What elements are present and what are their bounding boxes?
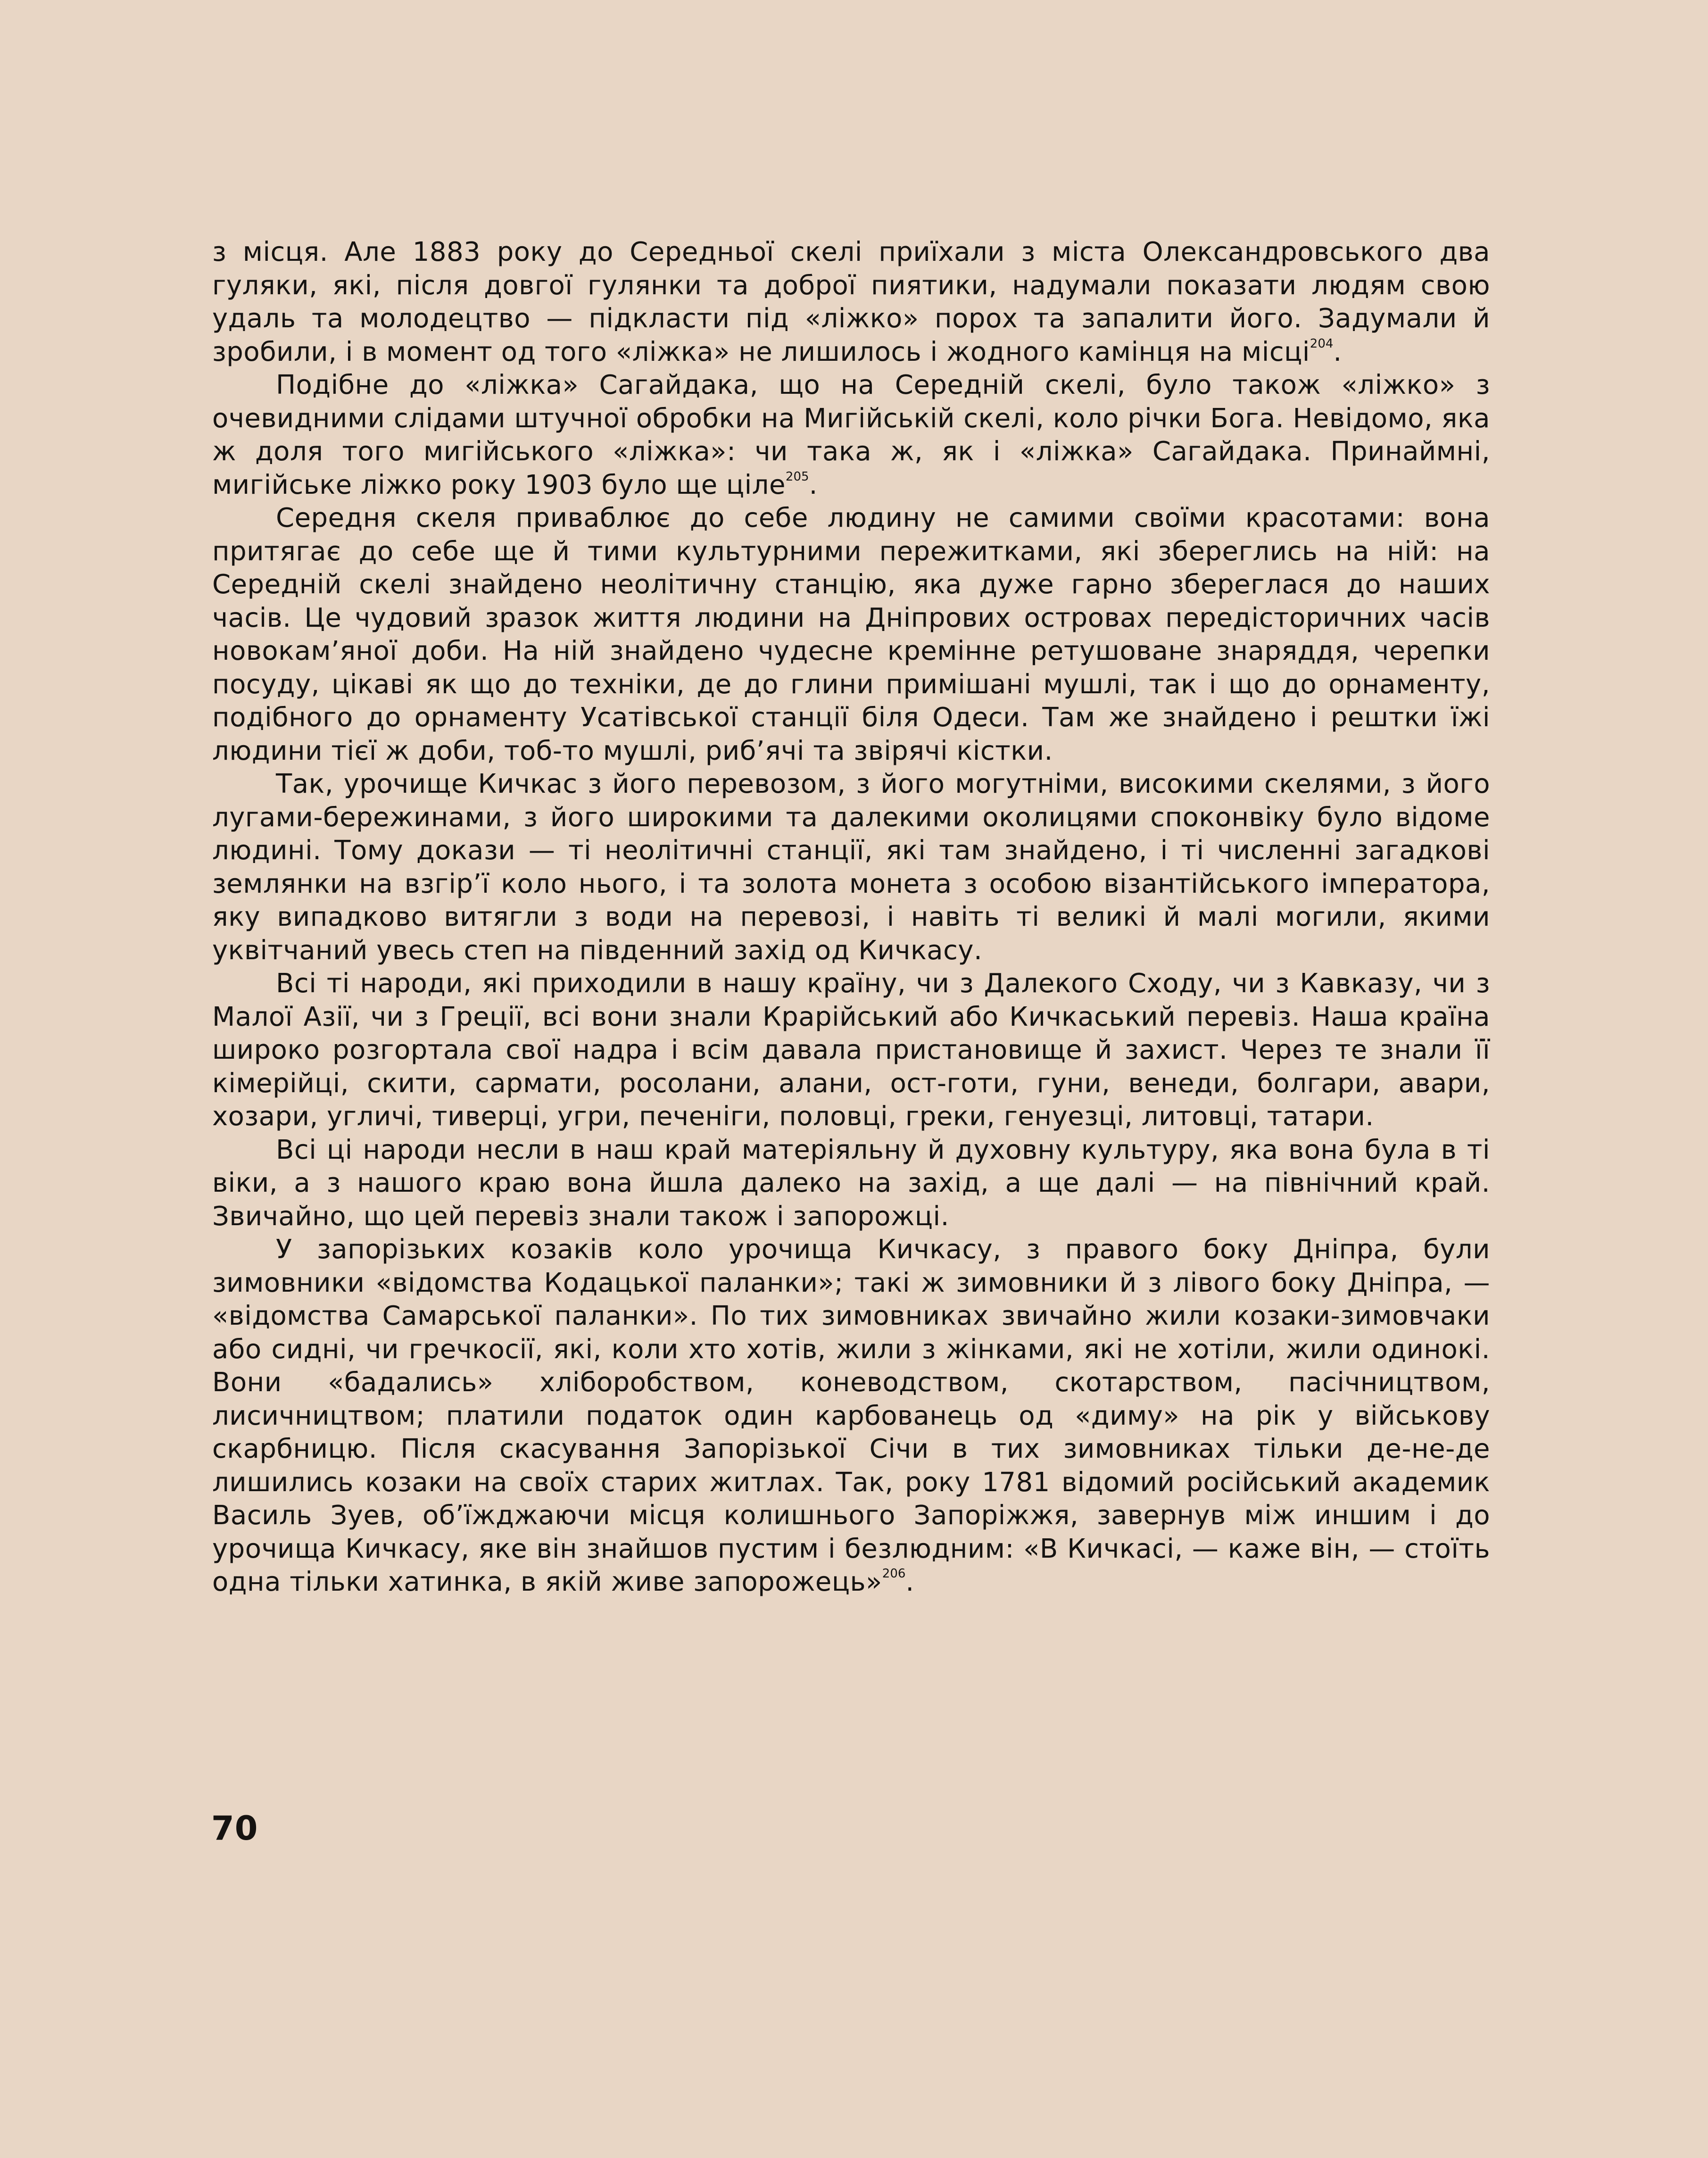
footnote-ref-206: 206	[882, 1567, 906, 1581]
paragraph-2: Подібне до «ліжка» Сагайдака, що на Середній скелі, було також «ліжко» з очевидними слідами штучної обробки на Мигійській скелі, коло річки Бога. Невідомо, яка ж доля того мигійського «ліжка»: чи така ж, як і «ліжка» Сагайдака. Принаймні, мигійське ліжко року 1903 було ще ціле$^{205}$.	[212, 370, 1490, 500]
paragraph-3: Середня скеля приваблює до себе людину не самими своїми красотами: вона притягає до себе ще й тими культурними пережитками, які збереглись на ній: на Середній скелі знайдено неолітичну станцію, яка дуже гарно збереглася до наших часів. Це чудовий зразок життя людини на Дніпрових островах передісторичних часів новокам’яної доби. На ній знайдено чудесне кремінне ретушоване знаряддя, черепки посуду, цікаві як що до техніки, де до глини примішані мушлі, так і що до орнаменту, подібного до орнаменту Усатівської станції біля Одеси. Там же знайдено і рештки їжі людини тієї ж доби, тоб-то мушлі, риб’ячі та звірячі кістки.	[212, 503, 1490, 766]
page-body	[212, 236, 1490, 1599]
paragraph-4: Так, урочище Кичкас з його перевозом, з його могутніми, високими скелями, з його лугами-бережинами, з його широкими та далекими околицями споконвіку було відоме людині. Тому докази — ті неолітичні станції, які там знайдено, і ті численні загадкові землянки на взгір’ї коло нього, і та золота монета з особою візантійського імператора, яку випадково витягли з води на перевозі, і навіть ті великі й малі могили, якими уквітчаний увесь степ на південний захід од Кичкасу.	[212, 769, 1490, 966]
paragraph-5: Всі ті народи, які приходили в нашу країну, чи з Далекого Сходу, чи з Кавказу, чи з Малої Азії, чи з Греції, всі вони знали Крарійський або Кичкаський перевіз. Наша країна широко розгортала свої надра і всім давала пристановище й захист. Через те знали її кімерійці, скити, сармати, росолани, алани, ост-готи, гуни, венеди, болгари, авари, хозари, угличі, тиверці, угри, печеніги, половці, греки, генуезці, литовці, татари.	[212, 968, 1490, 1132]
paragraph-7: У запорізьких козаків коло урочища Кичкасу, з правого боку Дніпра, були зимовники «відомства Кодацької паланки»; такі ж зимовники й з лівого боку Дніпра, — «відомства Самарської паланки». По тих зимовниках звичайно жили козаки-зимовчаки або сидні, чи гречкосії, які, коли хто хотів, жили з жінками, які не хотіли, жили одинокі. Вони «бадались» хліборобством, коневодством, скотарством, пасічництвом, лисичництвом; платили податок один карбованець од «диму» на рік у військову скарбницю. Після скасування Запорізької Січи в тих зимовниках тільки де-не-де лишились козаки на своїх старих житлах. Так, року 1781 відомий російський академик Василь Зуев, об’їжджаючи місця колишнього Запоріжжя, завернув між иншим і до урочища Кичкасу, яке він знайшов пустим і безлюдним: «В Кичкасі, — каже він, — стоїть одна тільки хатинка, в якій живе запорожець»$^{206}$.	[212, 1234, 1490, 1597]
paragraph-6: Всі ці народи несли в наш край матеріяльну й духовну культуру, яка вона була в ті віки, а з нашого краю вона йшла далеко на захід, а ще далі — на північний край. Звичайно, що цей перевіз знали також і запорожці.	[212, 1134, 1490, 1232]
page-number: 70	[211, 1809, 258, 1848]
footnote-ref-205: 205	[785, 469, 809, 484]
footnote-ref-204: 204	[1310, 336, 1334, 351]
paragraph-1: з місця. Але 1883 року до Середньої скелі приїхали з міста Олександровського два гуляки, які, після довгої гулянки та доброї пиятики, надумали показати людям свою удаль та молодецтво — підкласти під «ліжко» порох та запалити його. Задумали й зробили, і в момент од того «ліжка» не лишилось і жодного камінця на місці$^{204}$.	[212, 237, 1490, 367]
